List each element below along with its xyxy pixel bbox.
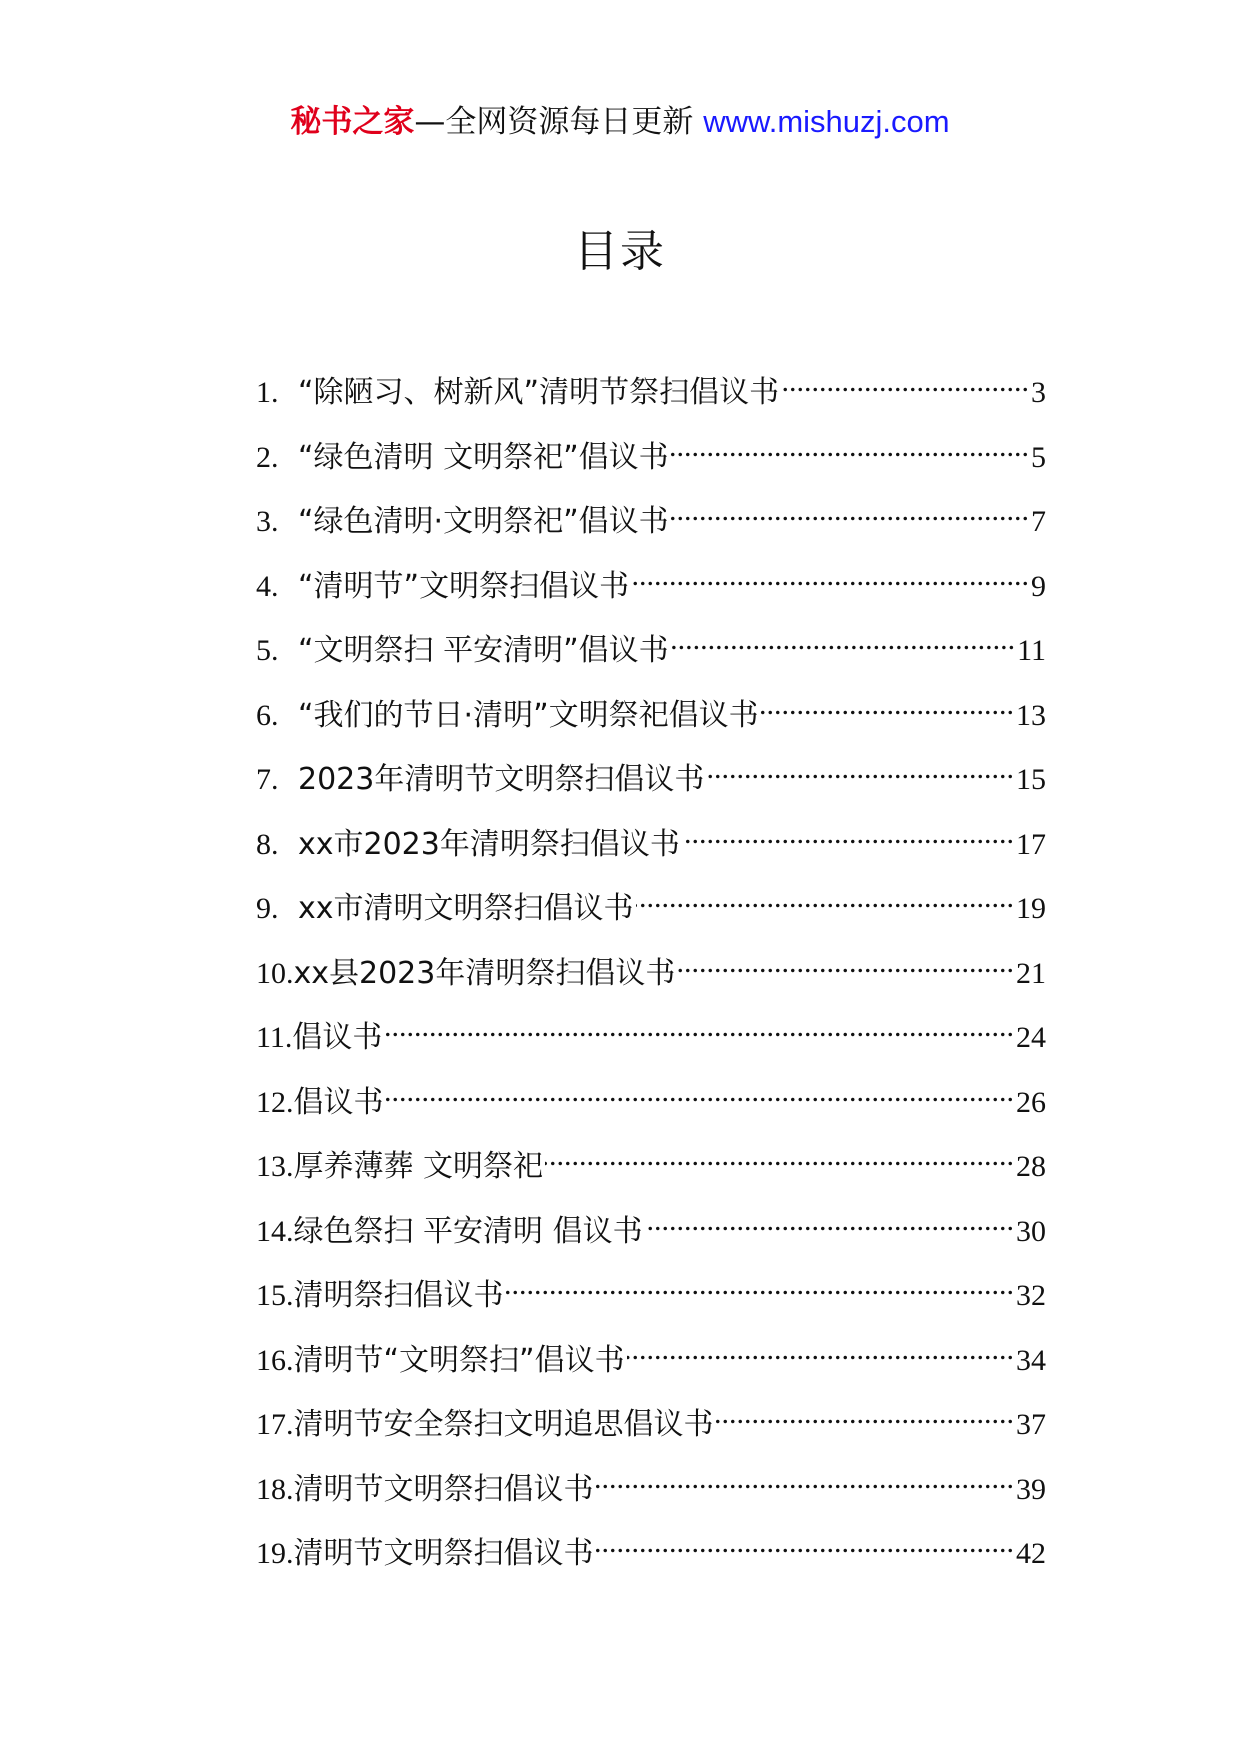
toc-leader-dots	[781, 362, 1029, 402]
toc-entry-title: “除陋习、树新风”清明节祭扫倡议书	[298, 375, 780, 410]
toc-entry-title: 清明节“文明祭扫”倡议书	[293, 1342, 625, 1378]
toc-entry-number: 12.	[256, 1085, 294, 1119]
toc-leader-dots	[677, 943, 1014, 983]
toc-entry-page: 9	[1031, 569, 1046, 603]
toc-entry-page: 39	[1016, 1472, 1046, 1506]
toc-entry-page: 34	[1016, 1343, 1046, 1377]
toc-entry-number: 11.	[256, 1021, 293, 1054]
toc-entry-number: 5.	[256, 634, 279, 667]
toc-leader-dots	[671, 427, 1029, 467]
toc-entry[interactable]	[256, 1265, 1046, 1330]
toc-entry-number: 14.	[256, 1214, 294, 1248]
toc-entry-title: xx县2023年清明祭扫倡议书	[293, 955, 676, 991]
toc-entry-number: 18.	[256, 1472, 294, 1506]
toc-entry-number: 2.	[256, 440, 279, 474]
toc-entry-number: 8.	[256, 827, 279, 861]
toc-entry-page: 7	[1031, 505, 1046, 538]
toc-entry-page: 15	[1016, 763, 1046, 796]
toc-entry-title: 倡议书	[292, 1020, 383, 1055]
toc-entry[interactable]	[256, 1394, 1046, 1459]
toc-leader-dots	[636, 878, 1014, 918]
toc-entry-number: 15.	[256, 1279, 294, 1312]
toc-entry-number: 13.	[256, 1150, 294, 1183]
toc-leader-dots	[716, 1394, 1015, 1434]
header-slogan: —全网资源每日更新	[414, 104, 704, 140]
toc-entry-title: 倡议书	[293, 1084, 384, 1120]
toc-entry-title: 清明节文明祭扫倡议书	[293, 1471, 594, 1507]
toc-entry[interactable]	[256, 362, 1046, 427]
toc-entry[interactable]	[256, 1523, 1046, 1588]
site-url-link[interactable]: www.mishuzj.com	[703, 104, 950, 139]
toc-entry-page: 42	[1016, 1537, 1046, 1570]
toc-entry[interactable]	[256, 556, 1046, 621]
toc-entry-page: 17	[1016, 827, 1046, 861]
toc-entry-title: “清明节”文明祭扫倡议书	[298, 568, 630, 604]
toc-entry[interactable]	[256, 1136, 1046, 1201]
toc-entry-title: xx市2023年清明祭扫倡议书	[298, 826, 680, 862]
toc-entry[interactable]	[256, 1072, 1046, 1137]
page-title: 目录	[574, 226, 666, 277]
toc-leader-dots	[386, 1072, 1015, 1112]
toc-entry-number: 19.	[256, 1537, 294, 1570]
table-of-contents	[256, 362, 1046, 1588]
toc-leader-dots	[545, 1136, 1014, 1176]
brand-name: 秘书之家	[290, 104, 415, 140]
toc-entry-number: 3.	[256, 505, 279, 538]
toc-entry-number: 1.	[256, 376, 279, 409]
toc-leader-dots	[631, 556, 1029, 596]
toc-entry-page: 11	[1017, 634, 1046, 667]
toc-entry[interactable]	[256, 1007, 1046, 1072]
toc-entry-number: 17.	[256, 1408, 294, 1441]
toc-entry-title: 绿色祭扫 平安清明 倡议书	[293, 1213, 643, 1249]
toc-leader-dots	[384, 1007, 1014, 1047]
toc-entry-title: “文明祭扫 平安清明”倡议书	[298, 633, 669, 668]
toc-leader-dots	[506, 1265, 1015, 1305]
toc-entry-page: 30	[1016, 1214, 1046, 1248]
toc-entry-number: 7.	[256, 763, 279, 796]
toc-leader-dots	[761, 685, 1014, 725]
toc-leader-dots	[645, 1201, 1014, 1241]
toc-entry-page: 21	[1016, 956, 1046, 990]
toc-entry[interactable]	[256, 1330, 1046, 1395]
toc-leader-dots	[671, 491, 1029, 531]
toc-entry-page: 28	[1016, 1150, 1046, 1183]
toc-entry-title: 清明节安全祭扫文明追思倡议书	[293, 1407, 714, 1442]
toc-entry-title: “绿色清明·文明祭祀”倡议书	[298, 504, 669, 539]
toc-entry-number: 9.	[256, 892, 279, 925]
toc-entry-page: 5	[1031, 440, 1046, 474]
toc-leader-dots	[706, 749, 1014, 789]
toc-entry-number: 6.	[256, 698, 279, 732]
toc-entry[interactable]	[256, 491, 1046, 556]
toc-entry[interactable]	[256, 685, 1046, 750]
toc-entry[interactable]	[256, 427, 1046, 492]
toc-leader-dots	[596, 1459, 1015, 1499]
toc-entry-page: 19	[1016, 892, 1046, 925]
toc-leader-dots	[682, 814, 1014, 854]
toc-entry-page: 24	[1016, 1021, 1046, 1054]
toc-entry[interactable]	[256, 620, 1046, 685]
toc-entry[interactable]	[256, 814, 1046, 879]
toc-entry[interactable]	[256, 878, 1046, 943]
toc-entry-page: 13	[1016, 698, 1046, 732]
toc-entry[interactable]	[256, 943, 1046, 1008]
toc-entry-page: 26	[1016, 1085, 1046, 1119]
toc-leader-dots	[671, 620, 1015, 660]
toc-entry[interactable]	[256, 1459, 1046, 1524]
site-header	[0, 100, 1240, 144]
toc-leader-dots	[627, 1330, 1014, 1370]
toc-entry-title: 清明祭扫倡议书	[293, 1278, 504, 1313]
toc-entry-title: 清明节文明祭扫倡议书	[293, 1536, 594, 1571]
toc-entry-title: 2023年清明节文明祭扫倡议书	[298, 762, 705, 797]
toc-entry-number: 16.	[256, 1343, 294, 1377]
toc-entry-number: 4.	[256, 569, 279, 603]
toc-leader-dots	[596, 1523, 1015, 1563]
toc-entry-page: 32	[1016, 1279, 1046, 1312]
toc-entry-title: “我们的节日·清明”文明祭祀倡议书	[298, 697, 759, 733]
toc-entry-page: 37	[1016, 1408, 1046, 1441]
toc-entry-number: 10.	[256, 956, 294, 990]
toc-entry[interactable]	[256, 749, 1046, 814]
toc-entry[interactable]	[256, 1201, 1046, 1266]
toc-entry-title: “绿色清明 文明祭祀”倡议书	[298, 439, 669, 475]
toc-entry-title: 厚养薄葬 文明祭祀	[293, 1149, 544, 1184]
toc-entry-title: xx市清明文明祭扫倡议书	[298, 891, 634, 926]
toc-entry-page: 3	[1031, 376, 1046, 409]
